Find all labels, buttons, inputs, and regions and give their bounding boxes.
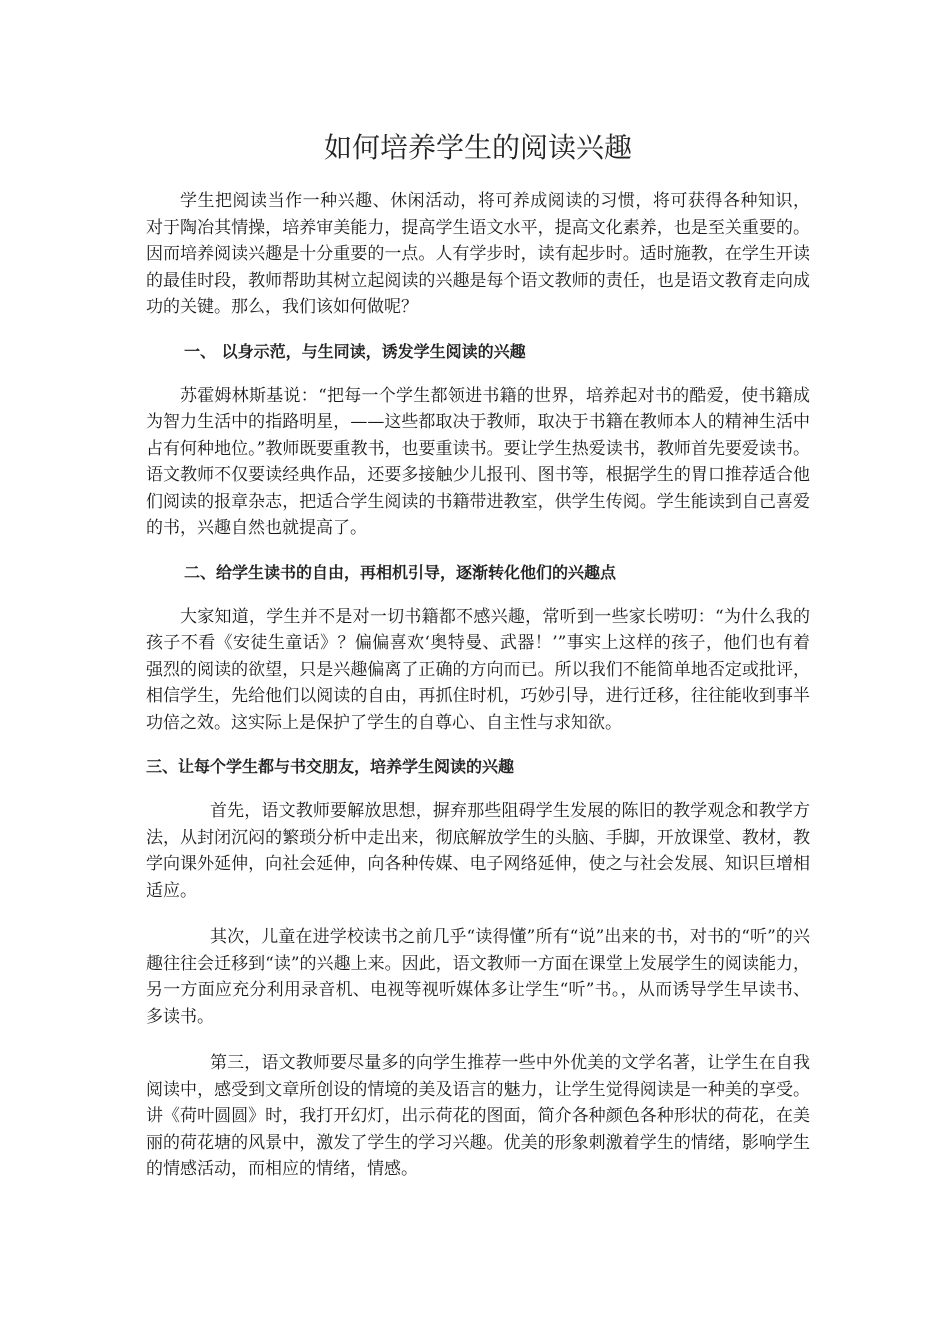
section-heading-1: 一、 以身示范，与生同读，诱发学生阅读的兴趣 <box>184 341 526 361</box>
section-heading-2: 二、给学生读书的自由，再相机引导，逐渐转化他们的兴趣点 <box>184 562 617 582</box>
section-3-paragraph-1: 首先，语文教师要解放思想，摒弃那些阻碍学生发展的陈旧的教学观念和教学方法，从封闭沉闷的繁琐分析中走出来，彻底解放学生的头脑、手脚，开放课堂、教材，教学向课外延伸，向社会延伸，向各种传媒、电子网络延伸，使之与社会发展、知识巨增相适应。 <box>146 801 810 901</box>
section-3-paragraph-3: 第三，语文教师要尽量多的向学生推荐一些中外优美的文学名著，让学生在自我阅读中，感受到文章所创设的情境的美及语言的魅力，让学生觉得阅读是一种美的享受。讲《荷叶圆圆》时，我打开幻灯，出示荷花的图面，简介各种颜色各种形状的荷花，在美丽的荷花塘的风景中，激发了学生的学习兴趣。优美的形象刺激着学生的情绪，影响学生的情感活动，而相应的情绪，情感。 <box>146 1053 810 1179</box>
section-3-paragraph-2: 其次，儿童在进学校读书之前几乎“读得懂”所有“说”出来的书，对书的“听”的兴趣往往会迁移到“读”的兴趣上来。因此，语文教师一方面在课堂上发展学生的阅读能力，另一方面应充分利用录音机、电视等视听媒体多让学生“听”书。，从而诱导学生早读书、多读书。 <box>146 927 810 1027</box>
page-title: 如何培养学生的阅读兴趣 <box>323 131 632 164</box>
intro-paragraph: 学生把阅读当作一种兴趣、休闲活动，将可养成阅读的习惯，将可获得各种知识， 对于陶冶其情操，培养审美能力，提高学生语文水平，提高文化素养，也是至关重要的。因而培养阅读兴趣是十分重要的一点。人有学步时，读有起步时。适时施教，在学生开读的最佳时段，教师帮助其树立起阅读的兴趣是每个语文教师的责任，也是语文教育走向成功的关键。那么，我们该如何做呢？ <box>146 191 810 317</box>
section-2-paragraph: 大家知道，学生并不是对一切书籍都不感兴趣，常听到一些家长唠叨：“为什么我的孩子不看《安徒生童话》？偏偏喜欢‘奥特曼、武器！’”事实上这样的孩子，他们也有着强烈的阅读的欲望，只是兴趣偏离了正确的方向而已。所以我们不能简单地否定或批评，相信学生，先给他们以阅读的自由，再抓住时机，巧妙引导，进行迁移，往往能收到事半功倍之效。这实际上是保护了学生的自尊心、自主性与求知欲。 <box>146 606 810 733</box>
document-page <box>146 128 810 1183</box>
section-heading-3: 三、让每个学生都与书交朋友，培养学生阅读的兴趣 <box>146 757 515 776</box>
section-1-paragraph: 苏霍姆林斯基说：“把每一个学生都领进书籍的世界，培养起对书的酷爱，使书籍成为智力生活中的指路明星，——这些都取决于教师，取决于书籍在教师本人的精神生活中占有何种地位。”教师既要重教书，也要重读书。要让学生热爱读书，教师首先要爱读书。语文教师不仅要读经典作品，还要多接触少儿报刊、图书等，根据学生的胃口推荐适合他们阅读的报章杂志，把适合学生阅读的书籍带进教室，供学生传阅。学生能读到自己喜爱的书，兴趣自然也就提高了。 <box>146 385 810 538</box>
